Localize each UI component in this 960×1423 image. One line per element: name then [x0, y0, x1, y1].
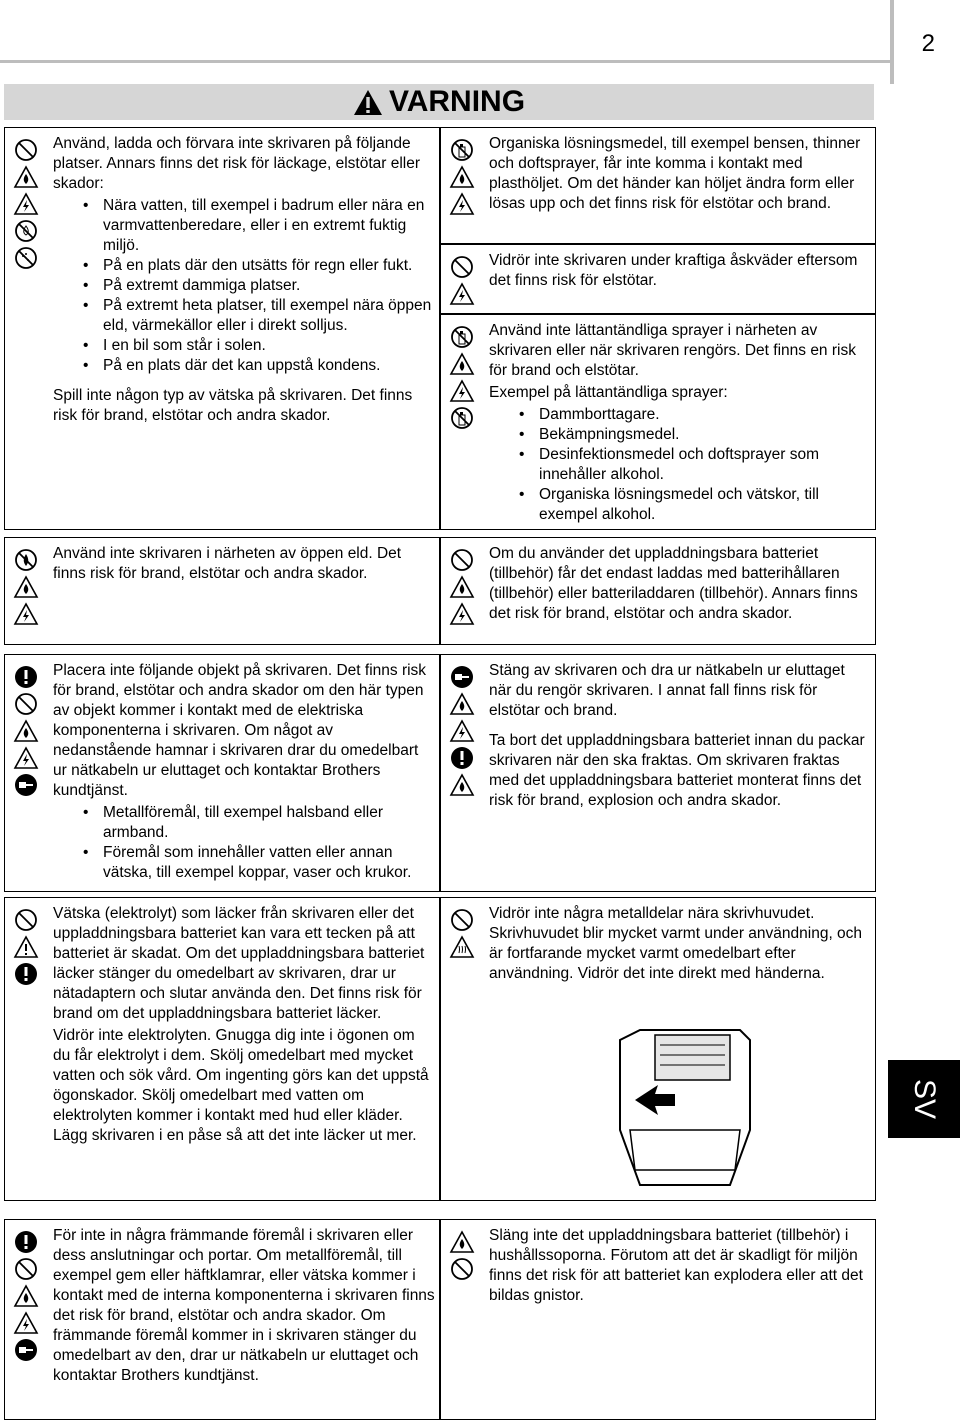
list-item: • På en plats där den utsätts för regn eller fukt. — [53, 256, 435, 276]
fire-icon — [13, 575, 39, 599]
language-tab-label: SV — [908, 1078, 941, 1120]
prohibition-icon — [13, 1257, 39, 1281]
warning-block-right-1 — [440, 127, 876, 244]
mandatory-icon — [13, 665, 39, 689]
corner-horizontal-rule — [0, 60, 894, 63]
no-dust-icon — [13, 246, 39, 270]
warning-paragraph: Släng inte det uppladdningsbara batteriet (tillbehör) i hushållssoporna. Förutom att det är skadligt för miljön finns det risk för att batteriet kan explodera eller att det bildas gnistor. — [489, 1227, 863, 1304]
electric-shock-icon — [449, 602, 475, 626]
warning-text — [489, 661, 871, 813]
warning-paragraph: Vidrör inte elektrolyten. Gnugga dig inte i ögonen om du får elektrolyt i dem. Skölj omedelbart med mycket vatten och sök vård. Om ingenting görs kan det uppstå ögonskador. Skölj omedelbart med vatten om elektrolyten kommer i kontakt med hud eller kläder. Lägg skrivaren i en påse så att det inte läcker ut mer. — [53, 1027, 429, 1144]
electric-shock-icon — [449, 192, 475, 216]
language-tab — [888, 1060, 960, 1138]
icon-stack — [449, 138, 477, 219]
prohibition-icon — [13, 692, 39, 716]
bullet-list — [489, 405, 871, 525]
list-item: • Desinfektionsmedel och doftsprayer som innehåller alkohol. — [489, 445, 871, 485]
electric-shock-icon — [449, 379, 475, 403]
icon-stack — [449, 325, 477, 433]
warning-paragraph: Placera inte följande objekt på skrivaren. Det finns risk för brand, elstötar och andra skador om den här typen av objekt kommer i kontakt med de elektriska komponenterna i skrivaren. Om något av nedanstående hamnar i skrivaren drar du omedelbart ur nätkabeln ur eluttaget och kontaktar Brothers kundtjänst. — [53, 662, 427, 799]
warning-paragraph: Organiska lösningsmedel, till exempel bensen, thinner och doftsprayer, får inte komma i kontakt med plasthöljet. Om det händer kan höljet ändra form eller lösas upp och det finns risk för elstötar och brand. — [489, 135, 861, 212]
warning-paragraph: Vidrör inte skrivaren under kraftiga åskväder eftersom det finns risk för elstötar. — [489, 252, 858, 289]
warning-paragraph: Exempel på lättantändliga sprayer: — [489, 384, 728, 401]
icon-stack — [13, 665, 41, 800]
warning-text — [489, 251, 871, 293]
warning-paragraph: Ta bort det uppladdningsbara batteriet innan du packar skrivaren när den ska fraktas. Om skrivaren fraktas med det uppladdningsbara batteriet monterat finns det risk för brand, explosion och andra skador. — [489, 732, 865, 809]
fire-icon — [13, 1284, 39, 1308]
list-item: • På extremt dammiga platser. — [53, 276, 435, 296]
fire-icon — [13, 719, 39, 743]
list-item: • Organiska lösningsmedel och vätskor, till exempel alkohol. — [489, 485, 871, 525]
fire-icon — [449, 1230, 475, 1254]
list-item: • På en plats där det kan uppstå kondens. — [53, 356, 435, 376]
no-spray-icon — [449, 406, 475, 430]
warning-paragraph: Vätska (elektrolyt) som läcker från skrivaren eller det uppladdningsbara batteriet kan vara ett tecken på att batteriet är skadat. Om det uppladdningsbara batteriet läcker stänger du omedelbart av skrivaren, drar ur nätadaptern och slutar använda den. Det finns risk för brand om det uppladdningsbara batteriet läcker. — [53, 905, 425, 1022]
electric-shock-icon — [13, 192, 39, 216]
fire-icon — [449, 352, 475, 376]
warning-text — [489, 904, 871, 986]
mandatory-icon — [13, 962, 39, 986]
prohibition-icon — [449, 908, 475, 932]
icon-stack — [449, 1230, 477, 1284]
warning-block-right-5 — [440, 654, 876, 892]
icon-stack — [449, 255, 477, 309]
fire-icon — [449, 692, 475, 716]
warning-block-left-5 — [4, 1219, 440, 1420]
electric-shock-icon — [449, 719, 475, 743]
bullet-list — [53, 196, 435, 376]
icon-stack — [13, 1230, 41, 1365]
warning-text — [489, 544, 871, 626]
warning-text — [53, 134, 435, 428]
electric-shock-icon — [13, 602, 39, 626]
electric-shock-icon — [13, 746, 39, 770]
warning-text — [53, 1226, 435, 1388]
unplug-icon — [13, 773, 39, 797]
icon-stack — [449, 548, 477, 629]
hot-surface-icon — [449, 935, 475, 959]
warning-header — [4, 84, 874, 120]
warning-paragraph: Spill inte någon typ av vätska på skrivaren. Det finns risk för brand, elstötar och andra skador. — [53, 387, 413, 424]
list-item: • Metallföremål, till exempel halsband eller armband. — [53, 803, 435, 843]
warning-block-left-3 — [4, 654, 440, 892]
prohibition-icon — [13, 138, 39, 162]
fire-icon — [449, 773, 475, 797]
warning-title: VARNING — [388, 85, 526, 118]
list-item: • I en bil som står i solen. — [53, 336, 435, 356]
mandatory-icon — [13, 1230, 39, 1254]
icon-stack — [449, 908, 477, 962]
warning-text — [489, 134, 871, 216]
prohibition-icon — [449, 548, 475, 572]
warning-text — [489, 1226, 871, 1308]
warning-paragraph: Stäng av skrivaren och dra ur nätkabeln ur eluttaget när du rengör skrivaren. I annat fall finns risk för elstötar och brand. — [489, 662, 845, 719]
mandatory-icon — [449, 746, 475, 770]
no-open-flame-icon — [13, 548, 39, 572]
warning-block-right-4 — [440, 537, 876, 645]
warning-paragraph: Använd inte lättantändliga sprayer i närheten av skrivaren eller när skrivaren rengörs. Det finns en risk för brand och elstötar. — [489, 322, 856, 379]
fire-icon — [449, 165, 475, 189]
warning-block-left-4 — [4, 897, 440, 1201]
warning-text — [53, 661, 435, 883]
unplug-icon — [449, 665, 475, 689]
warning-text — [489, 321, 871, 525]
list-item: • På extremt heta platser, till exempel nära öppen eld, värmekällor eller i direkt solljus. — [53, 296, 435, 336]
no-spray-icon — [449, 138, 475, 162]
list-item: • Föremål som innehåller vatten eller annan vätska, till exempel koppar, vaser och krukor. — [53, 843, 435, 883]
page-number: 2 — [921, 30, 935, 57]
list-item: • Dammborttagare. — [489, 405, 871, 425]
icon-stack — [13, 548, 41, 629]
unplug-icon — [13, 1338, 39, 1362]
warning-paragraph: Använd, ladda och förvara inte skrivaren på följande platser. Annars finns det risk för läckage, elstötar eller skador: — [53, 135, 421, 192]
fire-icon — [13, 165, 39, 189]
warning-paragraph: Om du använder det uppladdningsbara batteriet (tillbehör) får det endast laddas med batterihållaren (tillbehör) eller batteriladdaren (tillbehör). Annars finns det risk för brand, elstötar och andra skador. — [489, 545, 858, 622]
icon-stack — [13, 908, 41, 989]
fire-icon — [449, 575, 475, 599]
prohibition-icon — [449, 1257, 475, 1281]
warning-paragraph: För inte in några främmande föremål i skrivaren eller dess anslutningar och portar. Om metallföremål, till exempel gem eller häftklamrar, eller vätska kommer i kontakt med de interna komponenterna i skrivaren finns det risk för brand, elstötar och andra skador. Om främmande föremål kommer in i skrivaren stänger du omedelbart av den, drar ur nätkabeln ur eluttaget och kontaktar Brothers kundtjänst. — [53, 1227, 435, 1384]
prohibition-icon — [449, 255, 475, 279]
warning-block-right-7 — [440, 1219, 876, 1420]
no-wet-icon — [13, 219, 39, 243]
icon-stack — [449, 665, 477, 800]
warning-text — [53, 544, 435, 586]
caution-icon — [13, 935, 39, 959]
prohibition-icon — [13, 908, 39, 932]
no-spray-icon — [449, 325, 475, 349]
warning-block-right-3 — [440, 314, 876, 530]
warning-paragraph: Använd inte skrivaren i närheten av öppen eld. Det finns risk för brand, elstötar och andra skador. — [53, 545, 402, 582]
list-item: • Bekämpningsmedel. — [489, 425, 871, 445]
warning-paragraph: Vidrör inte några metalldelar nära skrivhuvudet. Skrivhuvudet blir mycket varmt under användning, och är fortfarande mycket varmt omedelbart efter användning. Vidrör det inte direkt med händerna. — [489, 905, 863, 982]
corner-vertical-rule — [890, 0, 894, 84]
icon-stack — [13, 138, 41, 273]
list-item: • Nära vatten, till exempel i badrum eller nära en varmvattenberedare, eller i en extremt fuktig miljö. — [53, 196, 435, 256]
electric-shock-icon — [13, 1311, 39, 1335]
electric-shock-icon — [449, 282, 475, 306]
warning-block-left-2 — [4, 537, 440, 645]
bullet-list — [53, 803, 435, 883]
warning-text — [53, 904, 435, 1148]
warning-triangle-icon — [353, 89, 383, 116]
printhead-illustration — [600, 1010, 770, 1195]
warning-block-right-2 — [440, 244, 876, 314]
warning-block-left-1 — [4, 127, 440, 530]
